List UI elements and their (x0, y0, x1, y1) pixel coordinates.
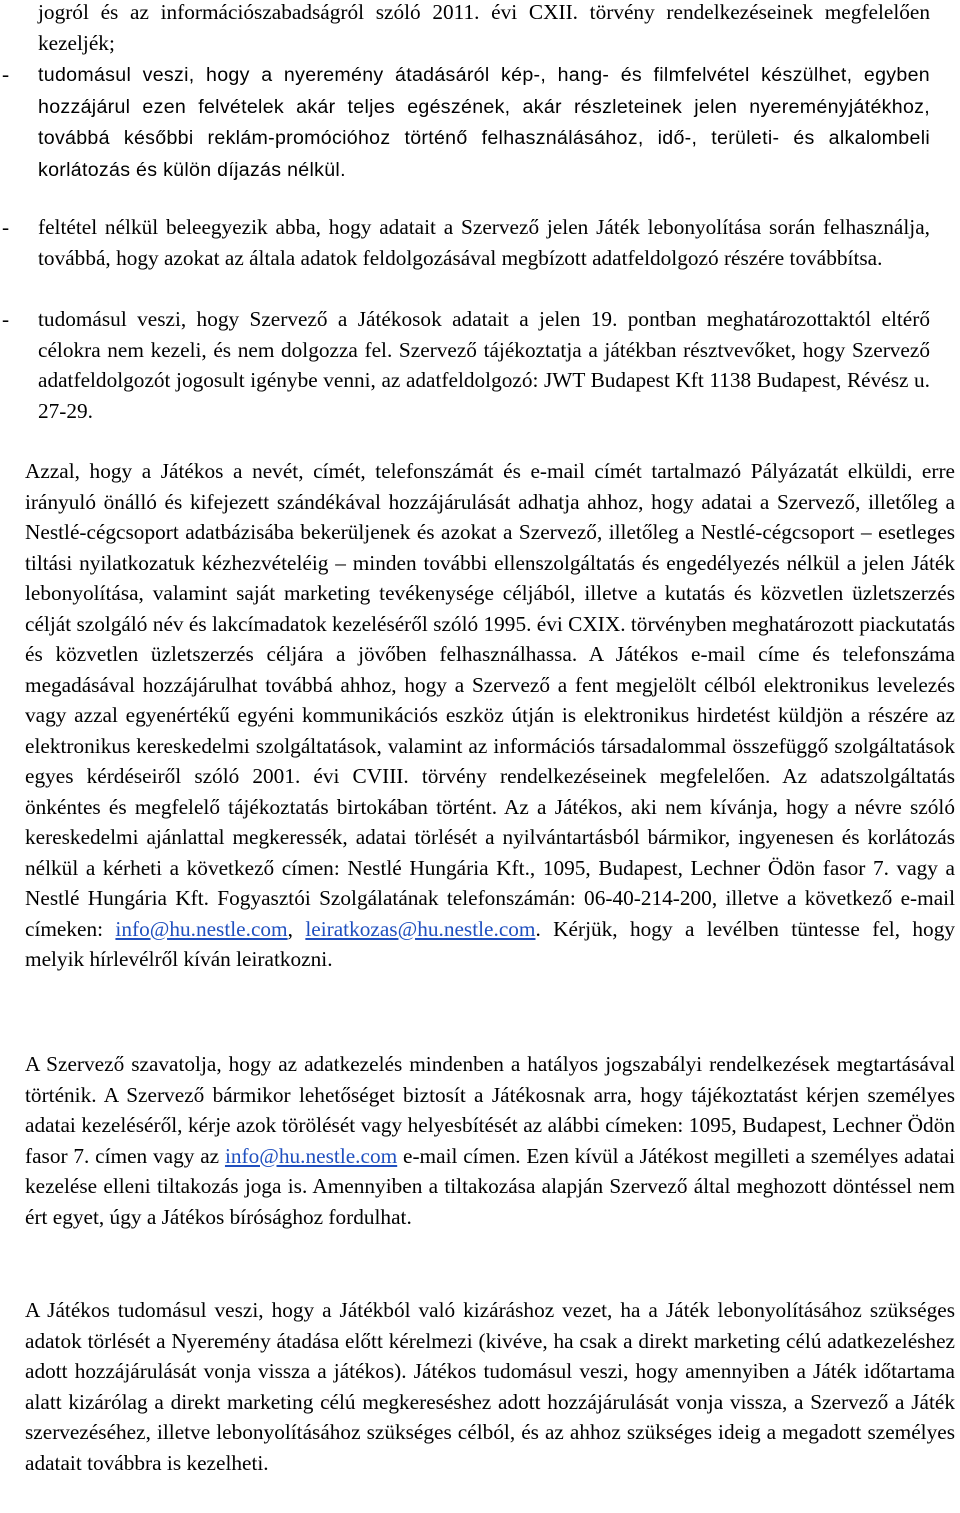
list-item-continuation (38, 0, 930, 58)
paragraph-text: A Játékos tudomásul veszi, hogy a Játékból való kizáráshoz vezet, ha a Játék lebonyolításához szükséges adatok törlését a Nyeremény átadása előtt kérelmezi (kivéve, ha csak a direkt marketing célú adatkezeléshez adott hozzájárulását vonja vissza a játékos). Játékos tudomásul veszi, hogy amennyiben a Játék időtartama alatt kizárólag a direkt marketing célú megkereséshez adott hozzájárulását vonja vissza, a Szervező a Játék szervezéséhez, illetve lebonyolításához szükséges célból, és az ahhoz szükséges ideig a megadott személyes adatait továbbra is kezelheti. (25, 1298, 955, 1475)
paragraph-text: Azzal, hogy a Játékos a nevét, címét, telefonszámát és e-mail címét tartalmazó Pályázatát elküldi, erre irányuló önálló és kifejezett szándékával hozzájárulását adhatja ahhoz, hogy adatai a Szervező, illetőleg a Nestlé-cégcsoport adatbázisába bekerüljenek és azokat a Szervező, illetőleg a Nestlé-cégcsoport – esetleges tiltási nyilatkozatuk kézhezvételéig – minden további ellenszolgáltatás és engedélyezés nélkül a jelen Játék lebonyolítása, valamint saját marketing tevékenysége céljából, illetve a kutatás és közvetlen üzletszerzés célját szolgáló név és lakcímadatok kezeléséről szóló 1995. évi CXIX. törvényben meghatározott piackutatás és közvetlen üzletszerzés céljára a jövőben felhasználhassa. A Játékos e-mail címe és telefonszáma megadásával hozzájárulhat továbbá ahhoz, hogy a Szervező a fent megjelölt célból elektronikus levelezés vagy azzal egyenértékű egyéni kommunikációs eszköz útján is elektronikus hirdetést küldjön a részére az elektronikus kereskedelmi szolgáltatások, valamint az információs társadalommal összefüggő szolgáltatások egyes kérdéseiről szóló 2001. évi CVIII. törvény rendelkezéseinek megfelelően. Az adatszolgáltatás önkéntes és megfelelő tájékoztatás birtokában történt. Az a Játékos, aki nem kívánja, hogy a névre szóló kereskedelmi ajánlattal megkeressék, adatai törlését a nyilvántartásból bármikor, ingyenesen és korlátozás nélkül a kérheti a következő címen: Nestlé Hungária Kft., 1095, Budapest, Lechner Ödön fasor 7. vagy a Nestlé Hungária Kft. Fogyasztói Szolgálatának telefonszámán: 06-40-214-200, illetve a következő e-mail címeken: (25, 459, 955, 941)
list-dash: - (2, 62, 10, 86)
paragraph-text: . Kérjük, hogy a levélben tüntesse fel, hogy melyik hírlevélről kíván leiratkozni. (25, 916, 955, 971)
paragraph-organizer-guarantee (25, 1049, 955, 1232)
paragraph-text: A Szervező szavatolja, hogy az adatkezelés mindenben a hatályos jogszabályi rendelkezések megtartásával történik. A Szervező bármikor lehetőséget biztosít a Játékosnak arra, hogy tájékoztatást kérjen személyes adatai kezeléséről, kérje azok törölését vagy helyesbítését az alábbi címeken: 1095, Budapest, Lechner Ödön fasor 7. címen vagy az (25, 1052, 955, 1168)
list-item-text: feltétel nélkül beleegyezik abba, hogy adatait a Szervező jelen Játék lebonyolítása során felhasználja, továbbá, hogy azokat az általa adatok feldolgozásával megbízott adatfeldolgozó részére továbbítsa. (38, 215, 930, 270)
email-link-unsubscribe[interactable]: leiratkozas@hu.nestle.com (305, 916, 536, 941)
paragraph-data-consent (25, 456, 955, 975)
list-item-processing (2, 304, 930, 426)
email-link-info[interactable]: info@hu.nestle.com (115, 916, 288, 941)
paragraph-exclusion (25, 1295, 955, 1478)
list-item-text: tudomásul veszi, hogy Szervező a Játékosok adatait a jelen 19. pontban meghatározottaktól eltérő célokra nem kezeli, és nem dolgozza fel. Szervező tájékoztatja a játékban résztvevőket, hogy Szervező adatfeldolgozót jogosult igénybe venni, az adatfeldolgozó: JWT Budapest Kft 1138 Budapest, Révész u. 27-29. (38, 307, 930, 423)
list-item-consent-data (2, 212, 930, 273)
link-separator: , (287, 916, 306, 941)
list-item-text: jogról és az információszabadságról szóló 2011. évi CXII. törvény rendelkezéseinek megfelelően kezeljék; (38, 0, 930, 55)
list-dash: - (2, 215, 10, 239)
list-item-text: tudomásul veszi, hogy a nyeremény átadásáról kép-, hang- és filmfelvétel készülhet, egyben hozzájárul ezen felvételek akár teljes egészének, akár részleteinek jelen nyereményjátékhoz, továbbá későbbi reklám-promócióhoz történő felhasználásához, idő-, területi- és alkalombeli korlátozás és külön díjazás nélkül. (38, 64, 930, 181)
paragraph-text: e-mail címen. Ezen kívül a Játékost megilleti a személyes adatai kezelése elleni tiltakozás joga is. Amennyiben a tiltakozása alapján Szervező által meghozott döntéssel nem ért egyet, úgy a Játékos bírósághoz fordulhat. (25, 1143, 956, 1229)
list-item-consent-filming (2, 59, 930, 185)
email-link-info[interactable]: info@hu.nestle.com (224, 1143, 398, 1168)
list-dash: - (2, 307, 10, 331)
